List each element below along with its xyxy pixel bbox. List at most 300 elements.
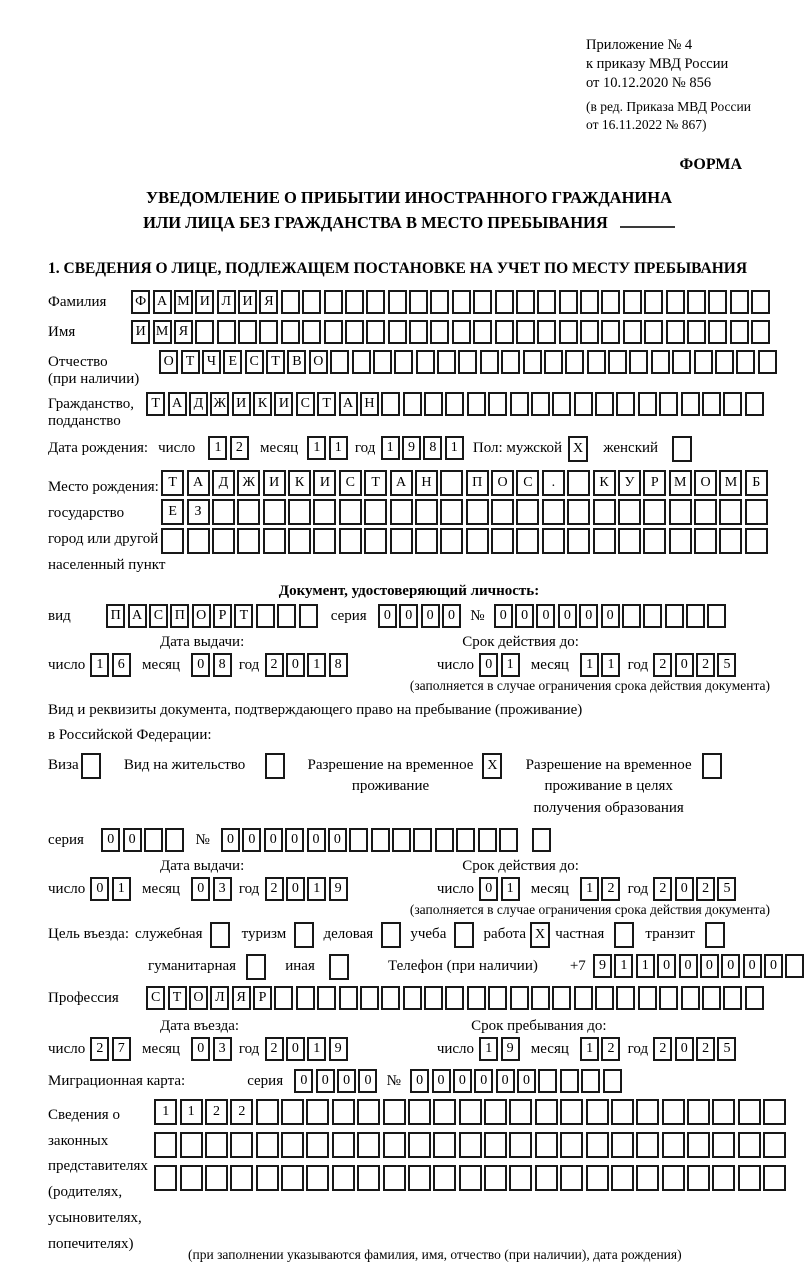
- form-cell[interactable]: 1: [614, 954, 633, 978]
- form-cell[interactable]: [538, 1069, 557, 1093]
- form-cell[interactable]: 0: [191, 877, 210, 901]
- form-cell[interactable]: [144, 828, 163, 852]
- form-cell[interactable]: [707, 604, 726, 628]
- form-cell[interactable]: 0: [328, 828, 347, 852]
- form-cell[interactable]: П: [106, 604, 125, 628]
- purpose-work-checkbox[interactable]: X: [530, 922, 550, 948]
- form-cell[interactable]: Т: [266, 350, 285, 374]
- form-cell[interactable]: З: [187, 499, 210, 525]
- form-cell[interactable]: [488, 392, 507, 416]
- form-cell[interactable]: [567, 499, 590, 525]
- form-cell[interactable]: [681, 986, 700, 1010]
- form-cell[interactable]: [730, 290, 749, 314]
- form-cell[interactable]: С: [516, 470, 539, 496]
- purpose-business-checkbox[interactable]: [381, 922, 401, 948]
- form-cell[interactable]: [459, 1132, 482, 1158]
- form-cell[interactable]: 5: [717, 653, 736, 677]
- form-cell[interactable]: С: [296, 392, 315, 416]
- form-cell[interactable]: [509, 1099, 532, 1125]
- form-cell[interactable]: [738, 1165, 761, 1191]
- form-cell[interactable]: [651, 350, 670, 374]
- form-cell[interactable]: [636, 1165, 659, 1191]
- form-cell[interactable]: 0: [286, 1037, 305, 1061]
- form-cell[interactable]: [345, 320, 364, 344]
- form-cell[interactable]: У: [618, 470, 641, 496]
- form-cell[interactable]: 5: [717, 1037, 736, 1061]
- form-cell[interactable]: Б: [745, 470, 768, 496]
- form-cell[interactable]: И: [131, 320, 150, 344]
- form-cell[interactable]: [366, 290, 385, 314]
- form-cell[interactable]: 2: [653, 1037, 672, 1061]
- form-cell[interactable]: Я: [259, 290, 278, 314]
- form-cell[interactable]: [560, 1099, 583, 1125]
- form-cell[interactable]: И: [238, 290, 257, 314]
- form-cell[interactable]: [694, 499, 717, 525]
- form-cell[interactable]: [306, 1132, 329, 1158]
- form-cell[interactable]: [712, 1132, 735, 1158]
- form-cell[interactable]: [516, 499, 539, 525]
- form-cell[interactable]: [445, 986, 464, 1010]
- form-cell[interactable]: 1: [381, 436, 400, 460]
- form-cell[interactable]: [581, 1069, 600, 1093]
- form-cell[interactable]: [763, 1132, 786, 1158]
- form-cell[interactable]: [560, 1069, 579, 1093]
- form-cell[interactable]: В: [287, 350, 306, 374]
- form-cell[interactable]: 0: [496, 1069, 515, 1093]
- form-cell[interactable]: [532, 828, 551, 852]
- form-cell[interactable]: С: [146, 986, 165, 1010]
- form-cell[interactable]: [535, 1132, 558, 1158]
- form-cell[interactable]: 1: [479, 1037, 498, 1061]
- form-cell[interactable]: 0: [679, 954, 698, 978]
- form-cell[interactable]: [758, 350, 777, 374]
- form-cell[interactable]: [687, 320, 706, 344]
- form-cell[interactable]: [415, 499, 438, 525]
- form-cell[interactable]: 1: [580, 1037, 599, 1061]
- form-cell[interactable]: [205, 1165, 228, 1191]
- form-cell[interactable]: [516, 528, 539, 554]
- form-cell[interactable]: [459, 1099, 482, 1125]
- form-cell[interactable]: [643, 528, 666, 554]
- form-cell[interactable]: А: [339, 392, 358, 416]
- form-cell[interactable]: [390, 499, 413, 525]
- form-cell[interactable]: А: [187, 470, 210, 496]
- form-cell[interactable]: [195, 320, 214, 344]
- form-cell[interactable]: О: [491, 470, 514, 496]
- form-cell[interactable]: [408, 1165, 431, 1191]
- form-cell[interactable]: 1: [90, 653, 109, 677]
- form-cell[interactable]: 0: [286, 877, 305, 901]
- form-cell[interactable]: [565, 350, 584, 374]
- form-cell[interactable]: И: [195, 290, 214, 314]
- form-cell[interactable]: [313, 528, 336, 554]
- form-cell[interactable]: [510, 392, 529, 416]
- form-cell[interactable]: [256, 1099, 279, 1125]
- form-cell[interactable]: С: [149, 604, 168, 628]
- form-cell[interactable]: 0: [453, 1069, 472, 1093]
- form-cell[interactable]: 2: [265, 877, 284, 901]
- form-cell[interactable]: [413, 828, 432, 852]
- form-cell[interactable]: [430, 320, 449, 344]
- form-cell[interactable]: Т: [364, 470, 387, 496]
- form-cell[interactable]: Е: [161, 499, 184, 525]
- form-cell[interactable]: [623, 290, 642, 314]
- form-cell[interactable]: [473, 320, 492, 344]
- form-cell[interactable]: [535, 1099, 558, 1125]
- form-cell[interactable]: [212, 528, 235, 554]
- form-cell[interactable]: [281, 290, 300, 314]
- form-cell[interactable]: [409, 290, 428, 314]
- form-cell[interactable]: [669, 528, 692, 554]
- form-cell[interactable]: 1: [180, 1099, 203, 1125]
- form-cell[interactable]: 2: [696, 877, 715, 901]
- form-cell[interactable]: 0: [399, 604, 418, 628]
- form-cell[interactable]: [574, 392, 593, 416]
- form-cell[interactable]: [715, 350, 734, 374]
- purpose-official-checkbox[interactable]: [210, 922, 230, 948]
- form-cell[interactable]: [608, 350, 627, 374]
- form-cell[interactable]: [394, 350, 413, 374]
- form-cell[interactable]: 9: [402, 436, 421, 460]
- form-cell[interactable]: [559, 320, 578, 344]
- form-cell[interactable]: А: [128, 604, 147, 628]
- form-cell[interactable]: [217, 320, 236, 344]
- form-cell[interactable]: 0: [286, 653, 305, 677]
- form-cell[interactable]: Л: [217, 290, 236, 314]
- form-cell[interactable]: [238, 320, 257, 344]
- form-cell[interactable]: [205, 1132, 228, 1158]
- form-cell[interactable]: [349, 828, 368, 852]
- form-cell[interactable]: 1: [601, 653, 620, 677]
- form-cell[interactable]: [274, 986, 293, 1010]
- form-cell[interactable]: [586, 1099, 609, 1125]
- form-cell[interactable]: [523, 350, 542, 374]
- form-cell[interactable]: Я: [232, 986, 251, 1010]
- form-cell[interactable]: Р: [643, 470, 666, 496]
- form-cell[interactable]: [738, 1099, 761, 1125]
- form-cell[interactable]: [708, 320, 727, 344]
- form-cell[interactable]: [473, 290, 492, 314]
- form-cell[interactable]: [373, 350, 392, 374]
- form-cell[interactable]: Е: [223, 350, 242, 374]
- form-cell[interactable]: [435, 828, 454, 852]
- male-checkbox[interactable]: X: [568, 436, 588, 462]
- form-cell[interactable]: [618, 528, 641, 554]
- form-cell[interactable]: [694, 528, 717, 554]
- form-cell[interactable]: 2: [230, 1099, 253, 1125]
- form-cell[interactable]: 2: [265, 653, 284, 677]
- form-cell[interactable]: [430, 290, 449, 314]
- form-cell[interactable]: 1: [154, 1099, 177, 1125]
- form-cell[interactable]: Р: [253, 986, 272, 1010]
- form-cell[interactable]: [672, 350, 691, 374]
- form-cell[interactable]: [587, 350, 606, 374]
- form-cell[interactable]: 2: [601, 877, 620, 901]
- form-cell[interactable]: 8: [423, 436, 442, 460]
- form-cell[interactable]: [593, 499, 616, 525]
- form-cell[interactable]: 0: [675, 653, 694, 677]
- form-cell[interactable]: М: [719, 470, 742, 496]
- form-cell[interactable]: [299, 604, 318, 628]
- form-cell[interactable]: [687, 1132, 710, 1158]
- form-cell[interactable]: Т: [168, 986, 187, 1010]
- form-cell[interactable]: [638, 986, 657, 1010]
- form-cell[interactable]: 1: [501, 653, 520, 677]
- form-cell[interactable]: Р: [213, 604, 232, 628]
- form-cell[interactable]: [415, 528, 438, 554]
- form-cell[interactable]: [574, 986, 593, 1010]
- form-cell[interactable]: 1: [501, 877, 520, 901]
- form-cell[interactable]: [586, 1165, 609, 1191]
- form-cell[interactable]: Н: [360, 392, 379, 416]
- form-cell[interactable]: Ч: [202, 350, 221, 374]
- form-cell[interactable]: [601, 290, 620, 314]
- form-cell[interactable]: [687, 1165, 710, 1191]
- form-cell[interactable]: Т: [146, 392, 165, 416]
- form-cell[interactable]: [560, 1165, 583, 1191]
- form-cell[interactable]: [662, 1132, 685, 1158]
- form-cell[interactable]: [542, 528, 565, 554]
- form-cell[interactable]: 0: [657, 954, 676, 978]
- form-cell[interactable]: [330, 350, 349, 374]
- form-cell[interactable]: [643, 604, 662, 628]
- form-cell[interactable]: П: [170, 604, 189, 628]
- form-cell[interactable]: [366, 320, 385, 344]
- form-cell[interactable]: О: [159, 350, 178, 374]
- form-cell[interactable]: Ж: [210, 392, 229, 416]
- form-cell[interactable]: 0: [517, 1069, 536, 1093]
- form-cell[interactable]: С: [339, 470, 362, 496]
- form-cell[interactable]: [681, 392, 700, 416]
- form-cell[interactable]: [456, 828, 475, 852]
- purpose-private-checkbox[interactable]: [614, 922, 634, 948]
- form-cell[interactable]: 0: [474, 1069, 493, 1093]
- form-cell[interactable]: [324, 290, 343, 314]
- form-cell[interactable]: Ф: [131, 290, 150, 314]
- form-cell[interactable]: [154, 1165, 177, 1191]
- form-cell[interactable]: [510, 986, 529, 1010]
- form-cell[interactable]: [694, 350, 713, 374]
- form-cell[interactable]: 2: [696, 1037, 715, 1061]
- form-cell[interactable]: [383, 1132, 406, 1158]
- form-cell[interactable]: [516, 320, 535, 344]
- form-cell[interactable]: [537, 290, 556, 314]
- form-cell[interactable]: [281, 1132, 304, 1158]
- purpose-study-checkbox[interactable]: [454, 922, 474, 948]
- form-cell[interactable]: [281, 320, 300, 344]
- form-cell[interactable]: [424, 986, 443, 1010]
- form-cell[interactable]: 2: [230, 436, 249, 460]
- form-cell[interactable]: Т: [161, 470, 184, 496]
- form-cell[interactable]: 0: [536, 604, 555, 628]
- form-cell[interactable]: 0: [410, 1069, 429, 1093]
- form-cell[interactable]: А: [168, 392, 187, 416]
- form-cell[interactable]: [638, 392, 657, 416]
- form-cell[interactable]: О: [189, 986, 208, 1010]
- form-cell[interactable]: [669, 499, 692, 525]
- form-cell[interactable]: 1: [307, 653, 326, 677]
- form-cell[interactable]: [531, 392, 550, 416]
- form-cell[interactable]: [339, 986, 358, 1010]
- form-cell[interactable]: 0: [337, 1069, 356, 1093]
- form-cell[interactable]: [433, 1099, 456, 1125]
- form-cell[interactable]: [580, 290, 599, 314]
- form-cell[interactable]: [357, 1132, 380, 1158]
- form-cell[interactable]: 1: [208, 436, 227, 460]
- form-cell[interactable]: 0: [479, 877, 498, 901]
- form-cell[interactable]: [383, 1165, 406, 1191]
- form-cell[interactable]: 7: [112, 1037, 131, 1061]
- form-cell[interactable]: [360, 986, 379, 1010]
- form-cell[interactable]: [542, 499, 565, 525]
- form-cell[interactable]: 9: [329, 877, 348, 901]
- form-cell[interactable]: Т: [317, 392, 336, 416]
- form-cell[interactable]: И: [274, 392, 293, 416]
- form-cell[interactable]: [165, 828, 184, 852]
- form-cell[interactable]: [595, 986, 614, 1010]
- form-cell[interactable]: [388, 290, 407, 314]
- form-cell[interactable]: [478, 828, 497, 852]
- form-cell[interactable]: [332, 1099, 355, 1125]
- form-cell[interactable]: [712, 1099, 735, 1125]
- form-cell[interactable]: К: [288, 470, 311, 496]
- purpose-tourism-checkbox[interactable]: [294, 922, 314, 948]
- form-cell[interactable]: [154, 1132, 177, 1158]
- form-cell[interactable]: [736, 350, 755, 374]
- form-cell[interactable]: [622, 604, 641, 628]
- form-cell[interactable]: [459, 1165, 482, 1191]
- form-cell[interactable]: О: [192, 604, 211, 628]
- form-cell[interactable]: [644, 320, 663, 344]
- form-cell[interactable]: [537, 320, 556, 344]
- form-cell[interactable]: [611, 1132, 634, 1158]
- form-cell[interactable]: [559, 290, 578, 314]
- form-cell[interactable]: [643, 499, 666, 525]
- purpose-humanitarian-checkbox[interactable]: [246, 954, 266, 980]
- form-cell[interactable]: [738, 1132, 761, 1158]
- form-cell[interactable]: 0: [123, 828, 142, 852]
- form-cell[interactable]: 2: [696, 653, 715, 677]
- purpose-other-checkbox[interactable]: [329, 954, 349, 980]
- form-cell[interactable]: [371, 828, 390, 852]
- form-cell[interactable]: [644, 290, 663, 314]
- form-cell[interactable]: [263, 499, 286, 525]
- form-cell[interactable]: 8: [213, 653, 232, 677]
- form-cell[interactable]: [437, 350, 456, 374]
- form-cell[interactable]: [288, 528, 311, 554]
- form-cell[interactable]: Л: [210, 986, 229, 1010]
- form-cell[interactable]: 0: [242, 828, 261, 852]
- form-cell[interactable]: [636, 1099, 659, 1125]
- form-cell[interactable]: [751, 290, 770, 314]
- form-cell[interactable]: 0: [221, 828, 240, 852]
- form-cell[interactable]: [535, 1165, 558, 1191]
- form-cell[interactable]: [452, 320, 471, 344]
- form-cell[interactable]: Д: [189, 392, 208, 416]
- form-cell[interactable]: 0: [558, 604, 577, 628]
- form-cell[interactable]: [560, 1132, 583, 1158]
- form-cell[interactable]: [237, 528, 260, 554]
- form-cell[interactable]: [484, 1165, 507, 1191]
- form-cell[interactable]: [611, 1099, 634, 1125]
- form-cell[interactable]: [552, 392, 571, 416]
- form-cell[interactable]: [306, 1165, 329, 1191]
- form-cell[interactable]: [702, 392, 721, 416]
- form-cell[interactable]: [763, 1165, 786, 1191]
- form-cell[interactable]: [357, 1165, 380, 1191]
- form-cell[interactable]: [491, 499, 514, 525]
- form-cell[interactable]: [381, 392, 400, 416]
- form-cell[interactable]: 1: [307, 877, 326, 901]
- form-cell[interactable]: [567, 470, 590, 496]
- form-cell[interactable]: 0: [90, 877, 109, 901]
- form-cell[interactable]: [458, 350, 477, 374]
- form-cell[interactable]: 8: [329, 653, 348, 677]
- form-cell[interactable]: Ж: [237, 470, 260, 496]
- form-cell[interactable]: [296, 986, 315, 1010]
- form-cell[interactable]: [424, 392, 443, 416]
- form-cell[interactable]: 6: [112, 653, 131, 677]
- form-cell[interactable]: [403, 392, 422, 416]
- form-cell[interactable]: [256, 1132, 279, 1158]
- form-cell[interactable]: [180, 1165, 203, 1191]
- form-cell[interactable]: [392, 828, 411, 852]
- form-cell[interactable]: [161, 528, 184, 554]
- form-cell[interactable]: [623, 320, 642, 344]
- purpose-transit-checkbox[interactable]: [705, 922, 725, 948]
- residence-permit-checkbox[interactable]: [265, 753, 285, 779]
- form-cell[interactable]: 0: [579, 604, 598, 628]
- form-cell[interactable]: 0: [421, 604, 440, 628]
- form-cell[interactable]: [611, 1165, 634, 1191]
- form-cell[interactable]: .: [542, 470, 565, 496]
- visa-checkbox[interactable]: [81, 753, 101, 779]
- form-cell[interactable]: [687, 290, 706, 314]
- form-cell[interactable]: [388, 320, 407, 344]
- form-cell[interactable]: [723, 392, 742, 416]
- form-cell[interactable]: [288, 499, 311, 525]
- form-cell[interactable]: [332, 1165, 355, 1191]
- form-cell[interactable]: 9: [501, 1037, 520, 1061]
- form-cell[interactable]: [317, 986, 336, 1010]
- form-cell[interactable]: [723, 986, 742, 1010]
- form-cell[interactable]: [601, 320, 620, 344]
- form-cell[interactable]: [662, 1099, 685, 1125]
- form-cell[interactable]: [466, 528, 489, 554]
- form-cell[interactable]: 0: [764, 954, 783, 978]
- form-cell[interactable]: [509, 1165, 532, 1191]
- form-cell[interactable]: [595, 392, 614, 416]
- form-cell[interactable]: Я: [174, 320, 193, 344]
- form-cell[interactable]: 1: [307, 436, 326, 460]
- form-cell[interactable]: 0: [378, 604, 397, 628]
- form-cell[interactable]: О: [694, 470, 717, 496]
- form-cell[interactable]: 0: [285, 828, 304, 852]
- form-cell[interactable]: [659, 392, 678, 416]
- form-cell[interactable]: [408, 1132, 431, 1158]
- form-cell[interactable]: [616, 392, 635, 416]
- form-cell[interactable]: 2: [90, 1037, 109, 1061]
- form-cell[interactable]: [509, 1132, 532, 1158]
- form-cell[interactable]: [719, 528, 742, 554]
- form-cell[interactable]: [467, 986, 486, 1010]
- form-cell[interactable]: К: [253, 392, 272, 416]
- form-cell[interactable]: 1: [445, 436, 464, 460]
- form-cell[interactable]: [580, 320, 599, 344]
- form-cell[interactable]: [440, 470, 463, 496]
- form-cell[interactable]: [593, 528, 616, 554]
- form-cell[interactable]: 0: [479, 653, 498, 677]
